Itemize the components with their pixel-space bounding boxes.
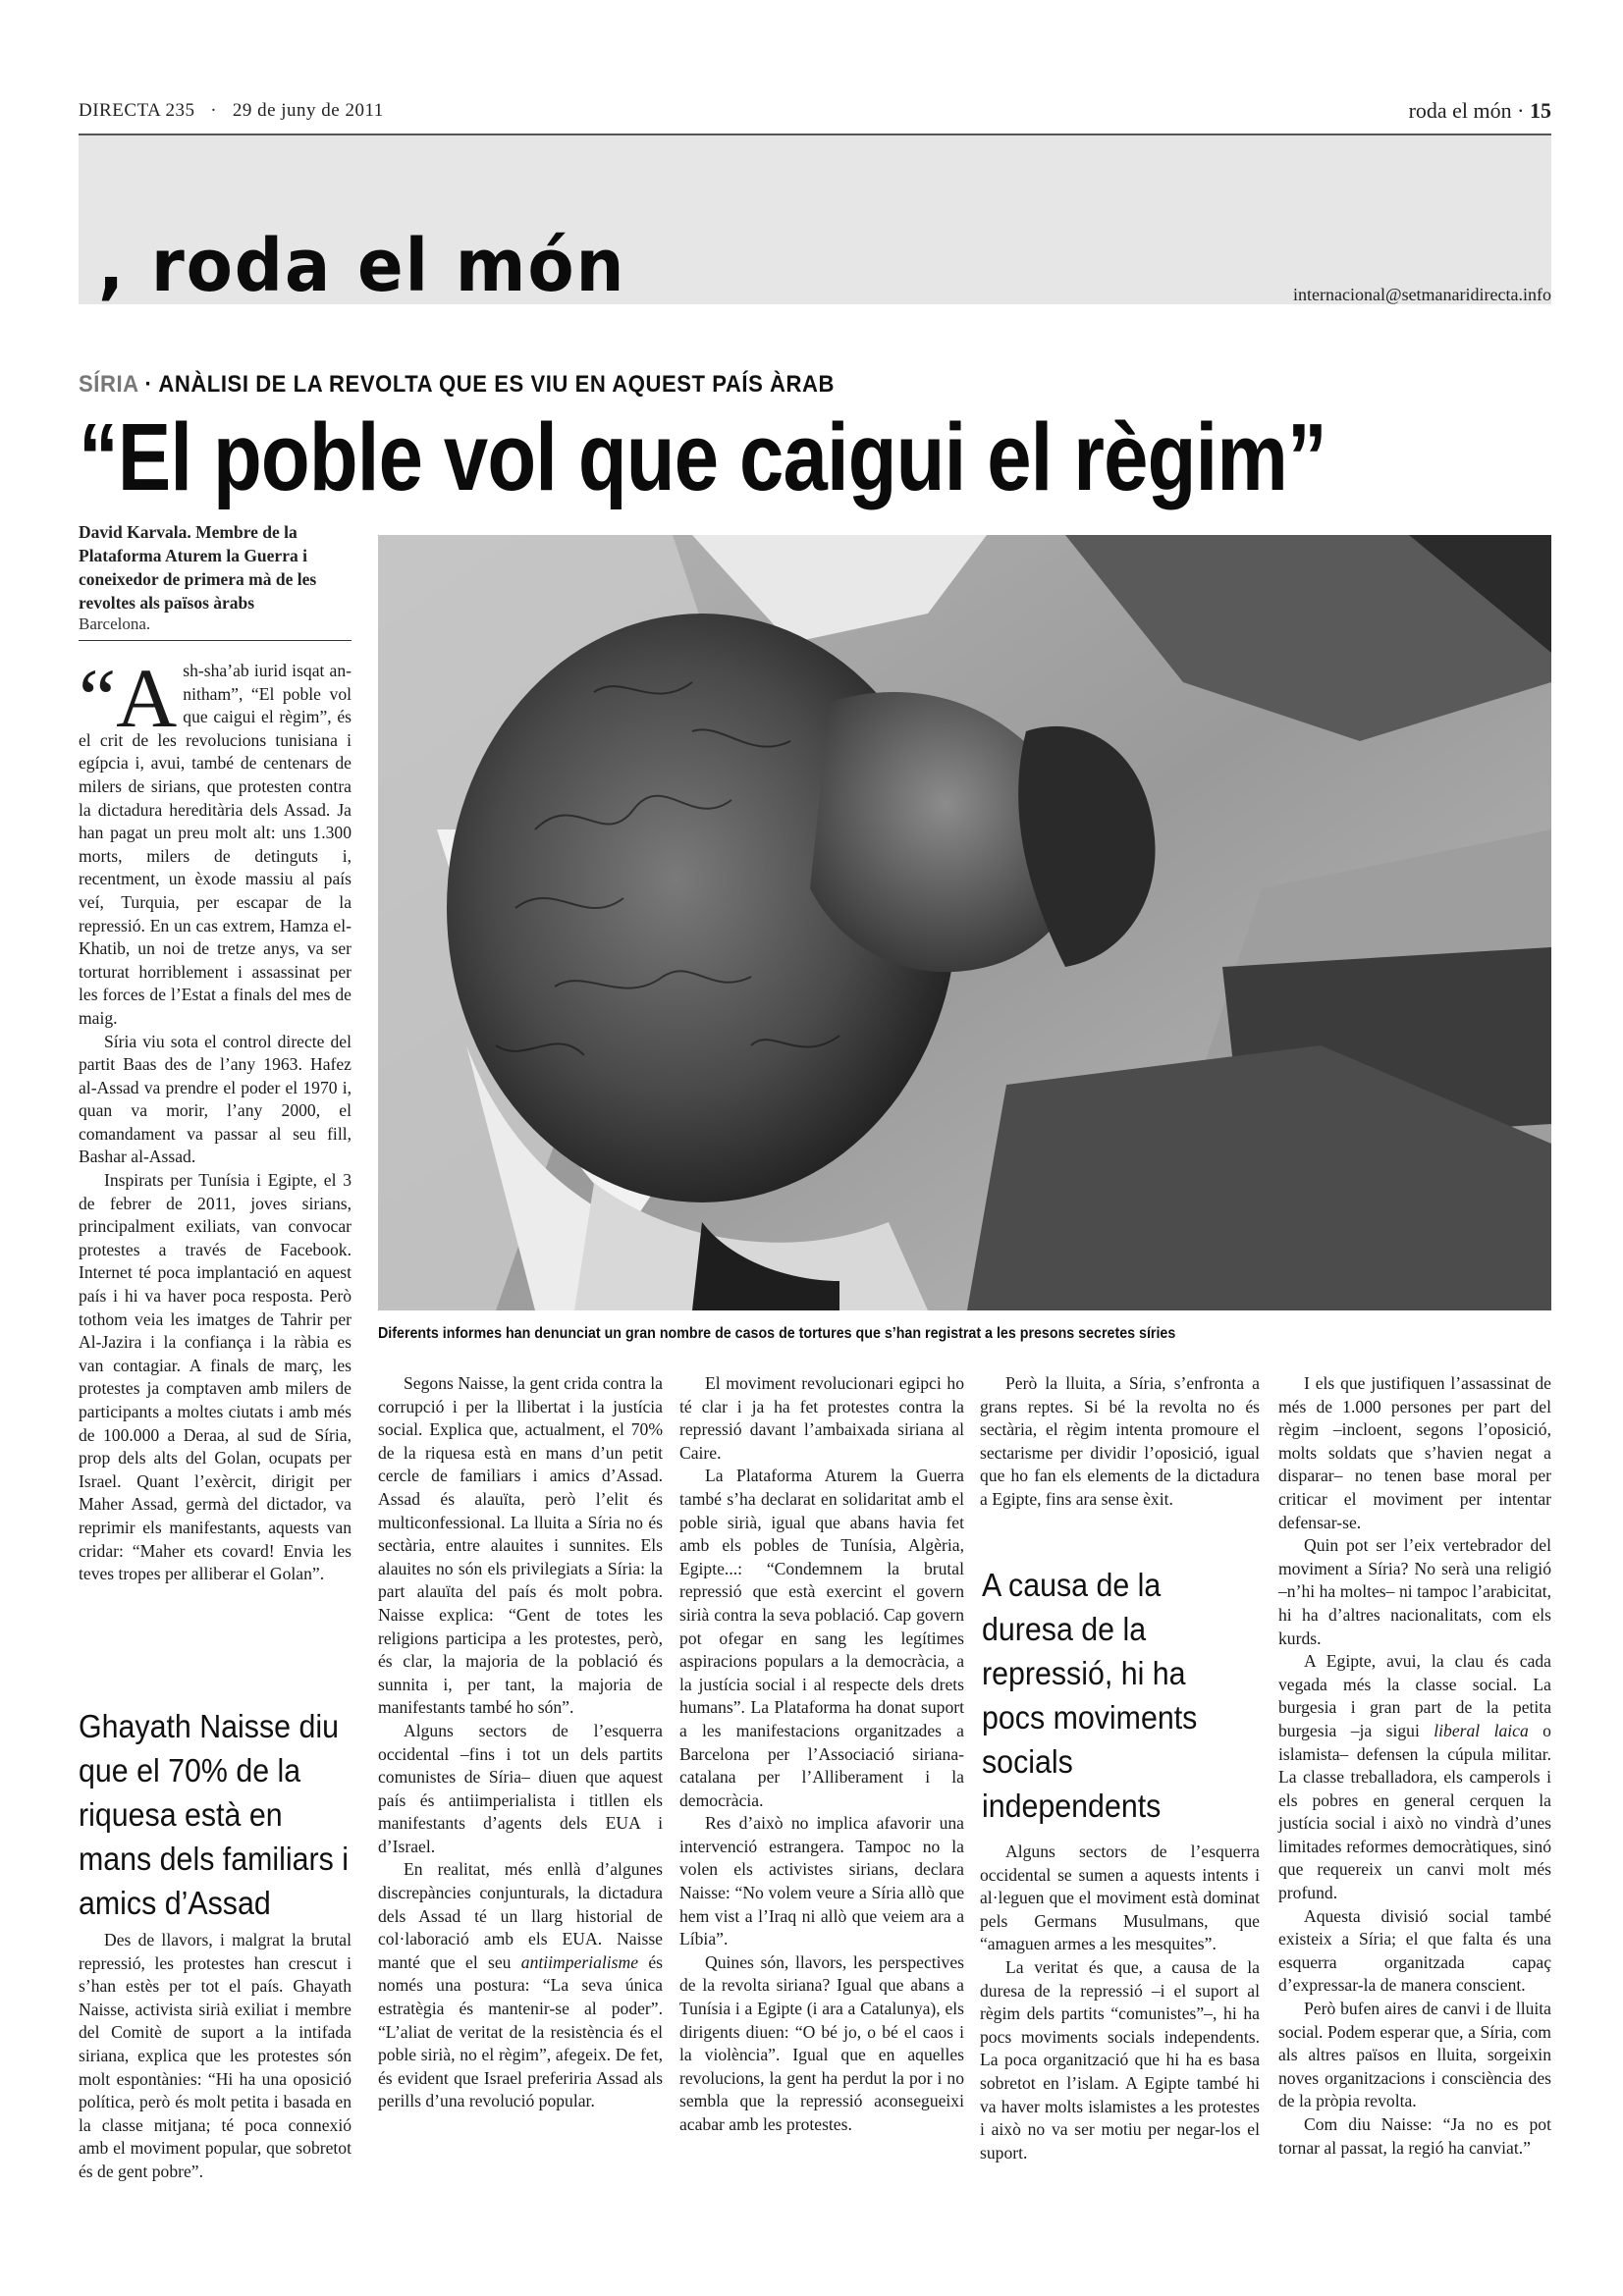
paragraph: Quines són, llavors, les perspectives de la revolta siriana? Igual que abans a Tunísia i a Egipte (i ara a Catalunya), els dirigents diuen: “O bé jo, o bé el caos i la violència”. Igual que en aquelles revolucions, la gent ha perdut la por i no sembla que la repressió aconsegueixi acabar amb les protestes. [679,1951,964,2134]
paragraph: Res d’això no implica afavorir una intervenció estrangera. Tampoc no la volen els activistes sirians, declara Naisse: “No volem veure a Síria allò que hem vist a l’Iraq ni allò que veiem ara a Líbia”. [679,1813,964,1949]
paragraph: Alguns sectors de l’esquerra occidental –fins i tot un dels partits comunistes de Síria– diuen que aquest país és antiimperialista i titllen els manifestants d’agents dels EUA i d’Israel. [378,1720,663,1856]
paragraph: La veritat és que, a causa de la duresa de la repressió –i el suport al règim dels partits “comunistes”–, hi ha pocs moviments socials independents. La poca organització que hi ha es basa sobretot en l’islam. A Egipte també hi va haver molts islamistes a les protestes i això no va ser motiu per negar-los el suport. [980,1956,1260,2163]
paragraph [1278,1650,1551,1905]
column-3 [679,1372,964,2137]
paragraph-text: o islamista– defensen la cúpula militar. La classe treballadora, els camperols i els pobres en general cerquen la justícia social i això no vindrà d’unes limitades reformes democràtiques, sinó que requereix un canvi molt més profund. [1278,1720,1551,1903]
paragraph-text: A Egipte, avui, la clau és cada vegada més la classe social. La burgesia i gran part de la petita burgesia –ja sigui [1278,1651,1551,1740]
article-photo [378,535,1551,1310]
paragraph: Però la lluita, a Síria, s’enfronta a grans reptes. Si bé la revolta no és sectària, el règim intenta promoure el sectarisme per dividir l’oposició, igual que ho fan els elements de la dictadura a Egipte, fins ara sense èxit. [980,1373,1260,1509]
kicker-text: ANÀLISI DE LA REVOLTA QUE ES VIU EN AQUEST PAÍS ÀRAB [158,371,836,398]
paragraph: El moviment revolucionari egipci ho té clar i ja ha fet protestes contra la repressió davant l’ambaixada siriana al Caire. [679,1373,964,1463]
column-1 [79,651,352,1586]
dateline: Barcelona. [79,614,151,633]
column-4-continued [980,1841,1260,2164]
paragraph: Segons Naisse, la gent crida contra la corrupció i per la llibertat i la justícia social. Explica que, actualment, el 70% de la riquesa està en mans d’un petit cercle de familiars i amics d’Assad. Assad és alauïta, però l’elit és multiconfessional. La lluita a Síria no és sectària, entre alauites i sunnites. Els alauites no són els privilegiats a Síria: la part alauïta del país és molt pobra. Naisse explica: “Gent de totes les religions participa a les protestes, però, és clar, la majoria de la població és sunnita i, per tant, la majoria de manifestants també ho són”. [378,1373,663,1718]
section-email[interactable]: internacional@setmanaridirecta.info [1293,285,1551,304]
paragraph: Alguns sectors de l’esquerra occidental se sumen a aquests intents i al·leguen que el moviment està dominat pels Germans Musulmans, que “amaguen armes a les mesquites”. [980,1842,1260,1954]
separator: · [144,371,153,398]
paragraph: La Plataforma Aturem la Guerra també s’ha declarat en solidaritat amb el poble sirià, igual que abans havia fet amb els pobles de Tunísia, Algèria, Egipte...: “Condemnem la brutal repressió que està exercint el govern sirià contra la seva població. Cap govern pot ofegar en sang les legítimes aspiracions populars a la democràcia, a la justícia social i al respecte dels drets humans”. La Plataforma ha donat suport a les manifestacions organitzades a Barcelona per l’Associació siriana-catalana per l’Alliberament i la democràcia. [679,1466,964,1810]
section-label: roda el món [1408,98,1512,123]
paragraph: Inspirats per Tunísia i Egipte, el 3 de febrer de 2011, joves sirians, principalment exiliats, van convocar protestes a través de Facebook. Internet té poca implantació en aquest país i hi va haver poca resposta. Però tothom veia les imatges de Tahrir per Al-Jazira i la confiança i la ràbia es van contagiar. A finals de març, les protestes ja comptaven amb milers de participants a moltes ciutats i amb més de 100.000 a Deraa, al sud de Síria, prop dels alts del Golan, ocupats per Israel. Quant l’exèrcit, dirigit per Maher Assad, germà del dictador, va reprimir els manifestants, aquests van cridar: “Maher ets covard! Envia les teves tropes per alliberar el Golan”. [79,1170,352,1584]
paragraph: Aquesta divisió social també existeix a Síria; el que falta és una esquerra organitzada capaç d’expressar-la de manera conscient. [1278,1905,1551,1996]
article-kicker [79,371,835,399]
page-number: 15 [1530,98,1551,123]
paragraph: Quin pot ser l’eix vertebrador del moviment a Síria? No serà una religió –n’hi ha moltes– ni tampoc l’arabicitat, hi ha d’altres nacionalitats, com els kurds. [1278,1535,1551,1648]
paragraph [378,1858,663,2113]
paragraph: Síria viu sota el control directe del partit Baas des de l’any 1963. Hafez al-Assad va prendre el poder el 1970 i, quan va morir, l’any 2000, el comandament va passar al seu fill, Bashar al-Assad. [79,1031,352,1167]
pull-quote: A causa de la duresa de la repressió, hi ha pocs moviments socials independents [982,1567,1198,1824]
paragraph: I els que justifiquen l’assassinat de més de 1.000 persones per part del règim –incloent, segons l’oposició, molts soldats que s’havien negat a disparar– no tenen base moral per criticar el moviment per intentar defensar-se. [1278,1373,1551,1532]
paragraph-text: és només una postura: “La seva única estratègia és mantenir-se al poder”. “L’aliat de veritat de la resistència és el poble sirià, no el règim”, afegeix. De fet, és evident que Israel preferiria Assad als perills d’una revolució popular. [378,1951,663,2111]
issue-date [79,100,384,122]
page-header [79,100,1551,130]
byline: David Karvala. Membre de la Plataforma Aturem la Guerra i coneixedor de primera mà de les revoltes als països àrabs [79,522,317,613]
separator: · [1517,98,1525,123]
drop-cap: “A [79,651,178,745]
byline-rule [79,640,352,641]
publication-date: 29 de juny de 2011 [232,100,384,121]
section-title: , roda el món [98,224,626,308]
category-label: SÍRIA [79,371,138,398]
column-4 [980,1372,1260,1512]
emphasis-text: liberal laica [1434,1720,1529,1740]
paragraph-text: sh-sha’ab iurid isqat an-nitham”, “El poble vol que caigui el règim”, és el crit de les revolucions tunisiana i egípcia i, avui, també de centenars de milers de sirians, que protesten contra la dictadura hereditària dels Assad. Ja han pagat un preu molt alt: uns 1.300 morts, milers de detinguts i, recentment, un èxode massiu al país veí, Turquia, per escapar de la repressió. En un cas extrem, Hamza el-Khatib, un noi de tretze anys, va ser torturat horriblement i assassinat per les forces de l’Estat a finals del mes de maig. [79,661,352,1028]
issue-number: DIRECTA 235 [79,100,195,121]
column-5 [1278,1372,1551,2160]
paragraph-text: En realitat, més enllà d’algunes discrepàncies conjunturals, la dictadura dels Assad té un llarg historial de col·laboració amb els EUA. Naisse manté que el seu [378,1859,663,1972]
separator: · [210,100,218,121]
paragraph: Com diu Naisse: “Ja no es pot tornar al passat, la regió ha canviat.” [1278,2114,1551,2158]
photo-caption: Diferents informes han denunciat un gran nombre de casos de tortures que s’han registrat a les presons secretes síries [378,1325,1176,1342]
lead-paragraph [79,651,352,1031]
paragraph: Des de llavors, i malgrat la brutal repressió, les protestes han crescut i s’han estès per tot el país. Ghayath Naisse, activista sirià exiliat i membre del Comitè de suport a la intifada siriana, explica que les protestes són molt espontànies: “Hi ha una oposició política, però és molt petita i basada en la classe mitjana; té poca connexió amb el moviment popular, que sobretot és de gent pobre”. [79,1930,352,2181]
emphasis-text: antiimperialisme [520,1951,639,1972]
article-headline: “El poble vol que caigui el règim” [79,403,1326,510]
paragraph: Però bufen aires de canvi i de lluita social. Podem esperar que, a Síria, com als altres països en lluita, sorgeixin noves organitzacions i consciència des de la pròpia revolta. [1278,1999,1551,2111]
section-page [1409,98,1551,124]
column-1-continued [79,1929,352,2184]
column-2 [378,1372,663,2113]
pull-quote: Ghayath Naisse diu que el 70% de la riquesa està en mans dels familiars i amics d’Assad [79,1708,350,1921]
